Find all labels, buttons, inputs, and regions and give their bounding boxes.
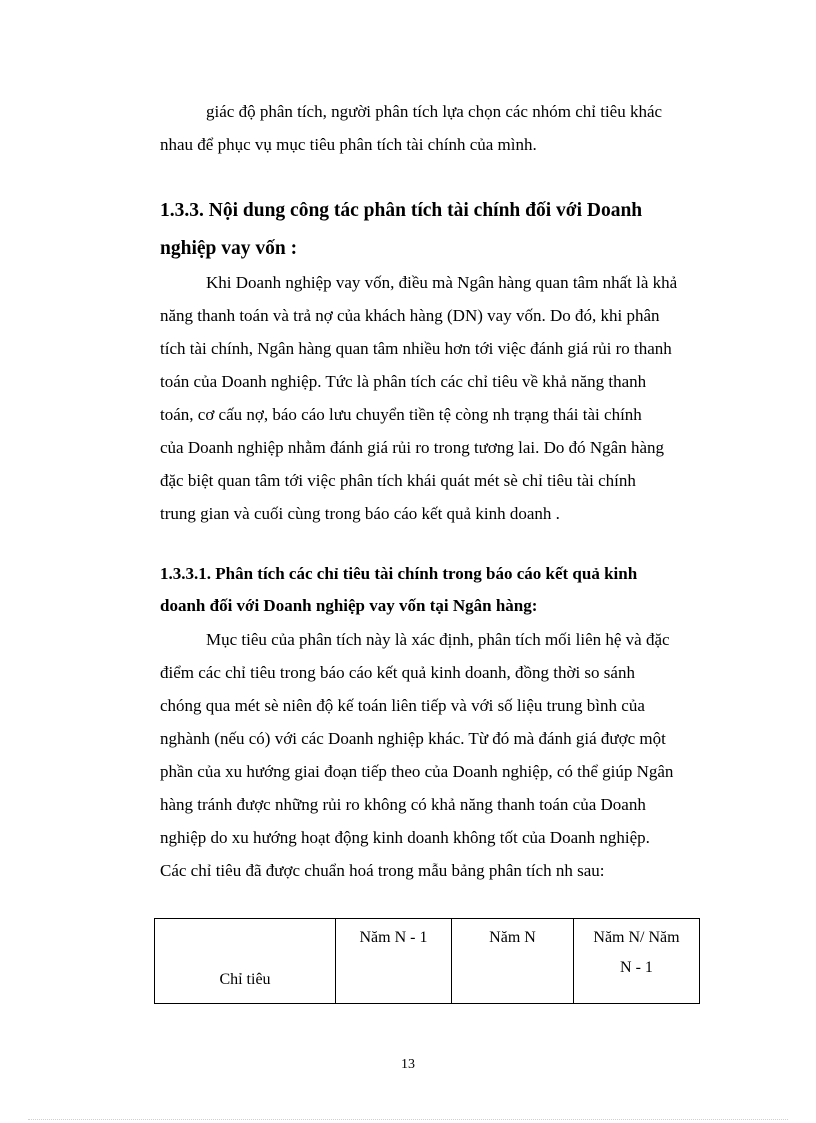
paragraph-2-line: nghiệp do xu hướng hoạt động kinh doanh không tốt của Doanh nghiệp. bbox=[160, 828, 650, 847]
paragraph-1-line: Khi Doanh nghiệp vay vốn, điều mà Ngân hàng quan tâm nhất là khả bbox=[206, 273, 678, 292]
paragraph-1-line: toán, cơ cấu nợ, báo cáo lưu chuyển tiền tệ còng nh trạng thái tài chính bbox=[160, 405, 642, 424]
paragraph-1-line: tích tài chính, Ngân hàng quan tâm nhiều hơn tới việc đánh giá rủi ro thanh bbox=[160, 339, 672, 358]
paragraph-1-line: trung gian và cuối cùng trong báo cáo kết quả kinh doanh . bbox=[160, 504, 560, 523]
subsection-heading-1-3-3-1-line-2: doanh đối với Doanh nghiệp vay vốn tại Ngân hàng: bbox=[160, 596, 538, 615]
table-header-ratio-line-1: Năm N/ Năm bbox=[593, 929, 680, 946]
top-paragraph bbox=[160, 95, 720, 161]
paragraph-1-line: toán của Doanh nghiệp. Tức là phân tích các chỉ tiêu về khả năng thanh bbox=[160, 372, 647, 391]
analysis-table bbox=[154, 918, 700, 1004]
subsection-heading-1-3-3-1 bbox=[160, 558, 720, 622]
table-header-chi-tieu: Chỉ tiêu bbox=[155, 919, 336, 1004]
paragraph-2-line: chóng qua mét sè niên độ kế toán liên tiếp và với số liệu trung bình của bbox=[160, 696, 645, 715]
section-heading-1-3-3-line-1: 1.3.3. Nội dung công tác phân tích tài chính đối với Doanh bbox=[160, 200, 643, 221]
paragraph-1 bbox=[160, 266, 720, 530]
paragraph-1-line: của Doanh nghiệp nhằm đánh giá rủi ro trong tương lai. Do đó Ngân hàng bbox=[160, 438, 665, 457]
table-header-nam-n-1: Năm N - 1 bbox=[336, 919, 452, 1004]
subsection-heading-1-3-3-1-line-1: 1.3.3.1. Phân tích các chỉ tiêu tài chính trong báo cáo kết quả kinh bbox=[160, 564, 638, 583]
paragraph-1-line: đặc biệt quan tâm tới việc phân tích khái quát mét sè chỉ tiêu tài chính bbox=[160, 471, 636, 490]
paragraph-2-line: Mục tiêu của phân tích này là xác định, phân tích mối liên hệ và đặc bbox=[206, 630, 670, 649]
page-bottom-divider bbox=[28, 1119, 788, 1120]
table-header-ratio bbox=[574, 919, 700, 1004]
paragraph-2 bbox=[160, 623, 720, 887]
table-header-row bbox=[155, 919, 700, 1004]
table-header-ratio-line-2: N - 1 bbox=[620, 959, 653, 976]
paragraph-2-line: điểm các chỉ tiêu trong báo cáo kết quả kinh doanh, đồng thời so sánh bbox=[160, 663, 635, 682]
page-number: 13 bbox=[401, 1057, 415, 1072]
paragraph-1-line: năng thanh toán và trả nợ của khách hàng (DN) vay vốn. Do đó, khi phân bbox=[160, 306, 660, 325]
top-paragraph-line-2: nhau để phục vụ mục tiêu phân tích tài chính của mình. bbox=[160, 135, 537, 154]
paragraph-2-line: Các chỉ tiêu đã được chuẩn hoá trong mẫu bảng phân tích nh sau: bbox=[160, 861, 605, 880]
top-paragraph-line-1: giác độ phân tích, người phân tích lựa chọn các nhóm chỉ tiêu khác bbox=[206, 102, 663, 121]
section-heading-1-3-3 bbox=[160, 192, 720, 268]
table-header-nam-n: Năm N bbox=[452, 919, 574, 1004]
paragraph-2-line: hàng tránh được những rủi ro không có khả năng thanh toán của Doanh bbox=[160, 795, 646, 814]
paragraph-2-line: phần của xu hướng giai đoạn tiếp theo của Doanh nghiệp, có thể giúp Ngân bbox=[160, 762, 674, 781]
section-heading-1-3-3-line-2: nghiệp vay vốn : bbox=[160, 238, 298, 259]
paragraph-2-line: nghành (nếu có) với các Doanh nghiệp khác. Từ đó mà đánh giá được một bbox=[160, 729, 666, 748]
